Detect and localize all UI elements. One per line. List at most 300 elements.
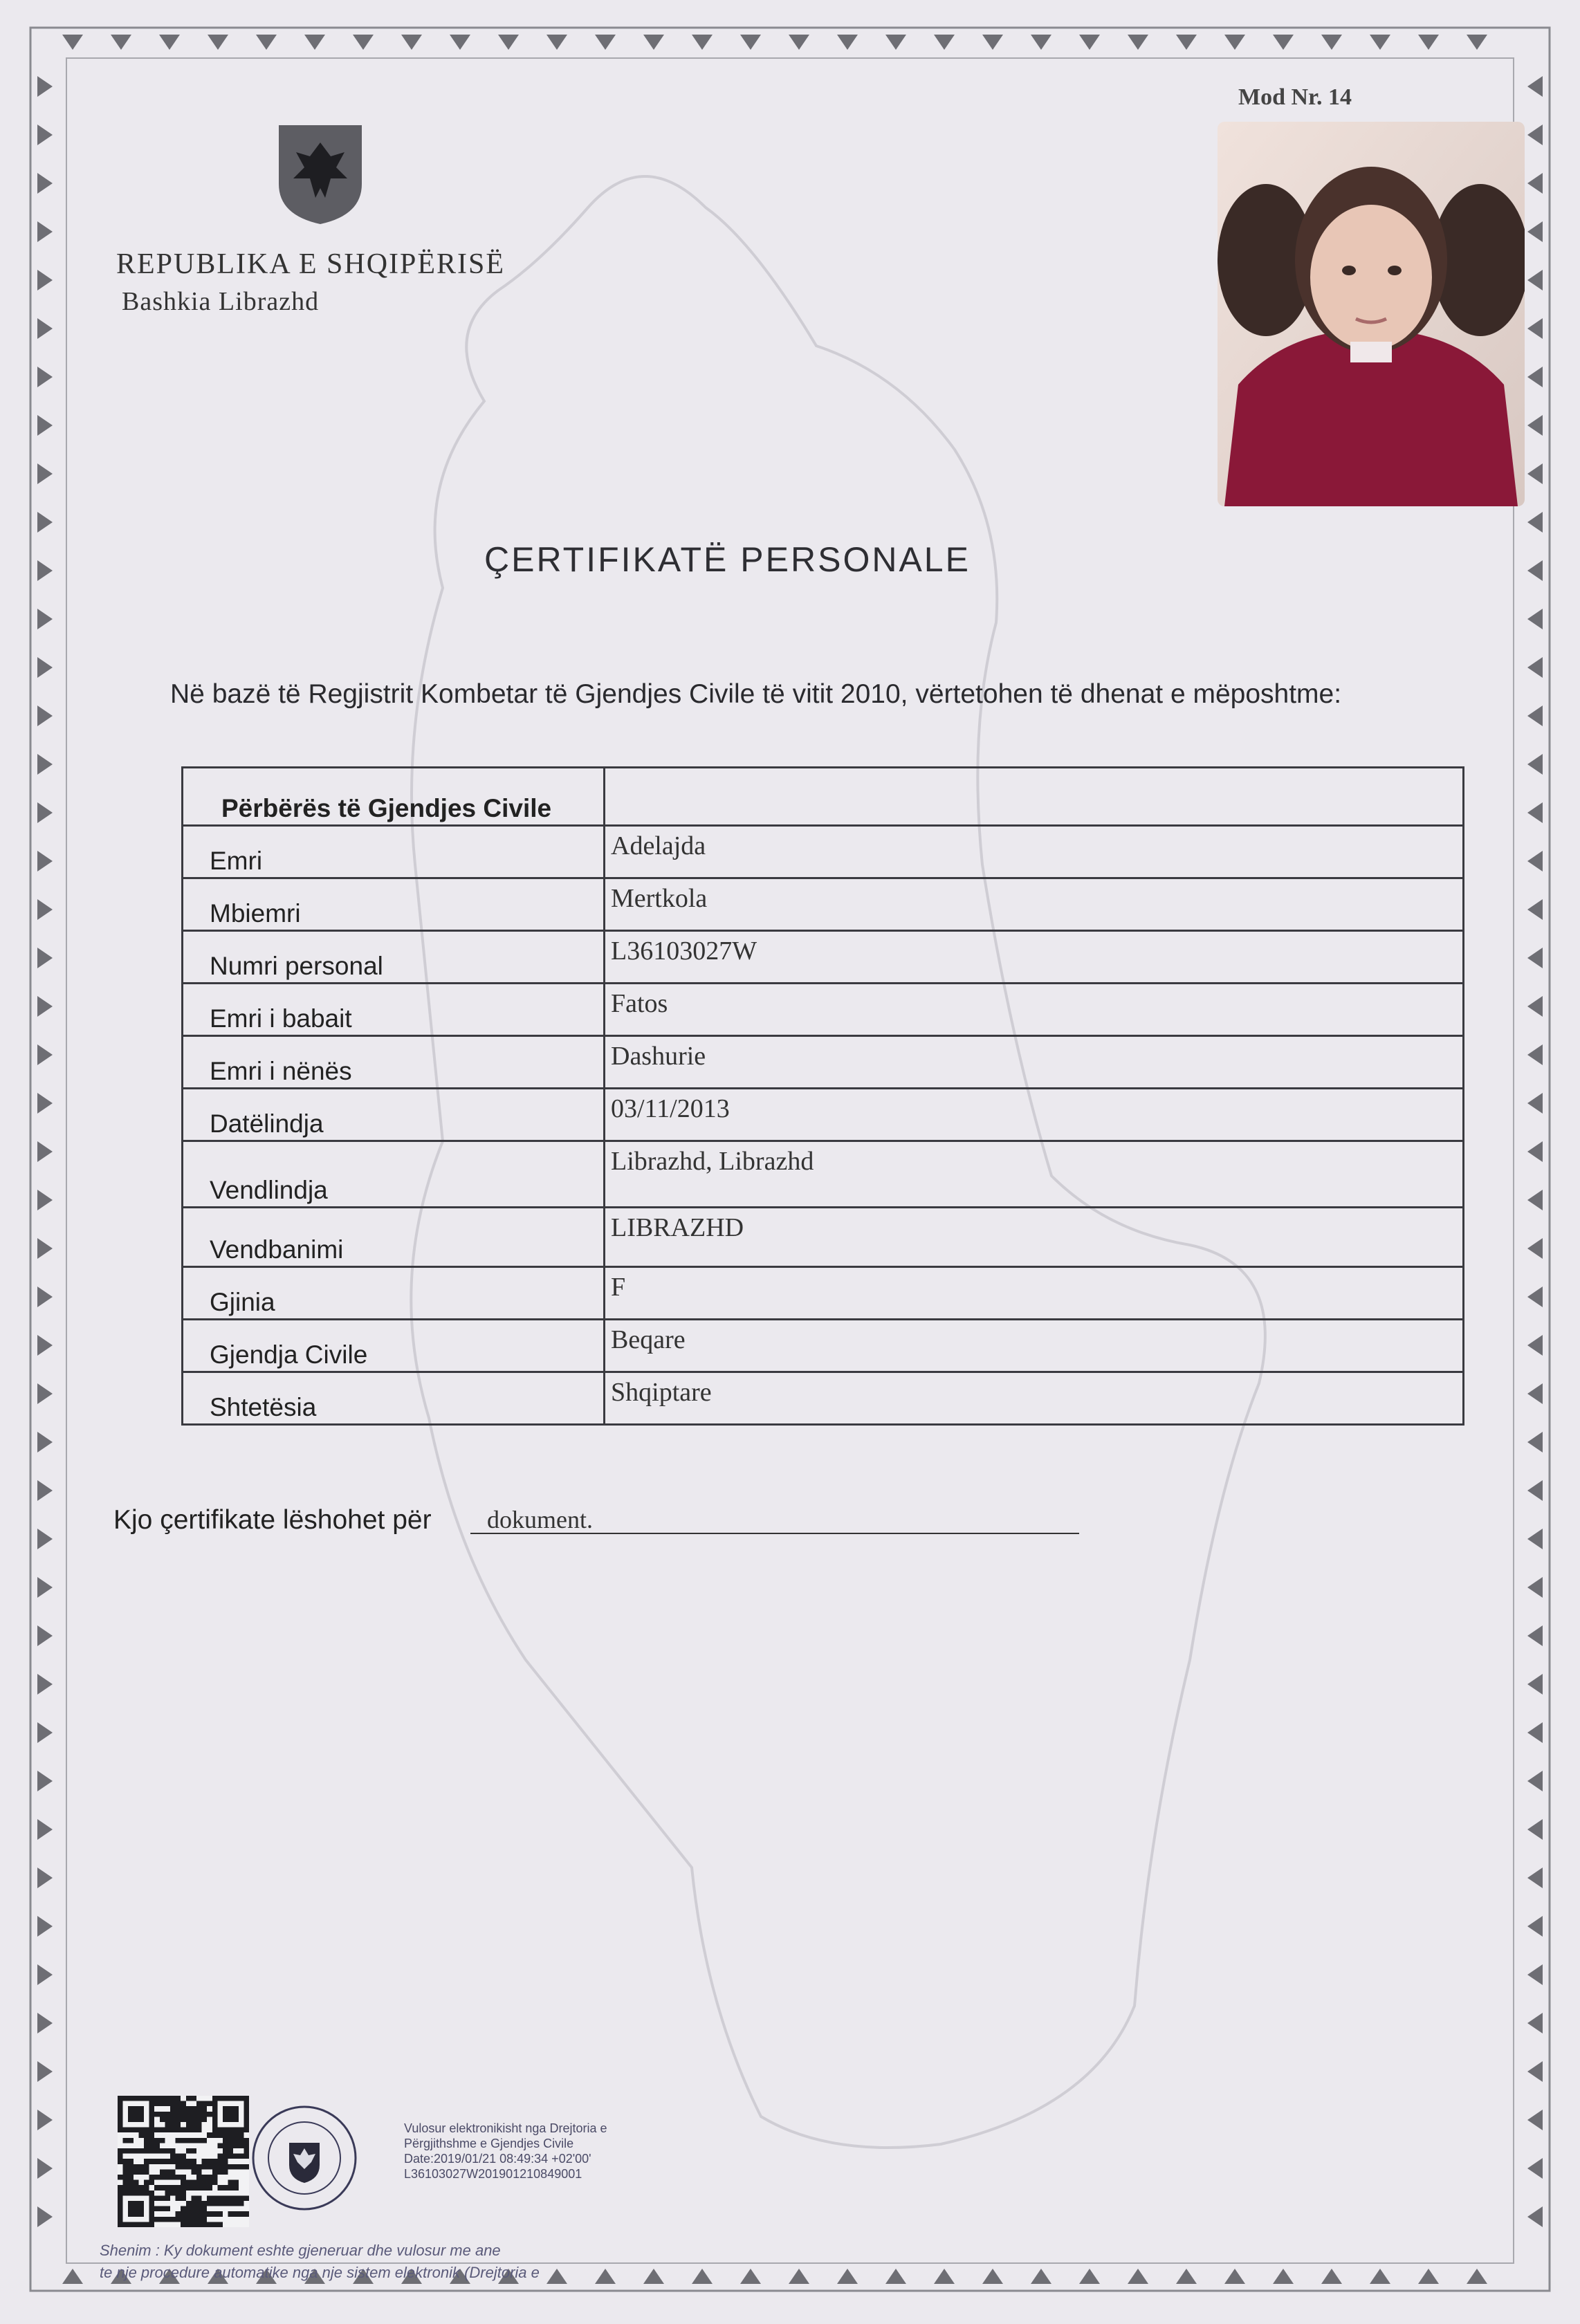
- qr-module: [170, 2128, 176, 2133]
- table-row: [183, 878, 1464, 931]
- qr-module: [165, 2169, 170, 2175]
- row-label: Emri i babait: [183, 984, 605, 1036]
- qr-module: [191, 2106, 196, 2112]
- border-triangle: [1079, 2269, 1100, 2284]
- border-triangle: [37, 2061, 53, 2082]
- qr-module: [196, 2185, 202, 2191]
- qr-module: [181, 2185, 186, 2191]
- qr-module: [191, 2201, 196, 2206]
- border-triangle: [1418, 35, 1439, 50]
- border-triangle: [1527, 1916, 1543, 1937]
- qr-module: [202, 2138, 208, 2143]
- qr-module: [212, 2195, 218, 2201]
- border-triangle: [1418, 2269, 1439, 2284]
- qr-module: [118, 2154, 123, 2159]
- border-triangle: [1527, 76, 1543, 97]
- qr-module: [154, 2143, 160, 2148]
- civil-status-table: [181, 766, 1464, 1426]
- qr-module: [181, 2206, 186, 2212]
- qr-module: [186, 2096, 192, 2101]
- qr-module: [134, 2164, 139, 2170]
- row-label: Mbiemri: [183, 878, 605, 931]
- border-triangle: [37, 2158, 53, 2179]
- qr-module: [138, 2148, 144, 2154]
- qr-module: [128, 2159, 134, 2164]
- qr-module: [223, 2159, 228, 2164]
- qr-module: [202, 2201, 208, 2206]
- row-label: Emri: [183, 826, 605, 878]
- border-triangle: [1527, 1529, 1543, 1549]
- border-triangle: [1527, 1335, 1543, 1356]
- border-triangle: [1527, 657, 1543, 678]
- border-triangle: [37, 1674, 53, 1695]
- qr-module: [228, 2211, 234, 2217]
- border-triangle: [1527, 1141, 1543, 1162]
- qr-module: [149, 2175, 155, 2180]
- qr-module: [223, 2185, 228, 2191]
- qr-module: [202, 2175, 208, 2180]
- qr-module: [165, 2112, 170, 2117]
- qr-module: [176, 2211, 181, 2217]
- border-triangle: [37, 948, 53, 968]
- qr-module: [217, 2211, 223, 2217]
- qr-module: [160, 2175, 165, 2180]
- row-value: LIBRAZHD: [605, 1208, 1464, 1267]
- qr-module: [154, 2175, 160, 2180]
- qr-module: [181, 2128, 186, 2133]
- border-triangle: [595, 35, 616, 50]
- qr-module: [186, 2116, 192, 2122]
- qr-module: [186, 2180, 192, 2186]
- border-triangle: [1527, 1286, 1543, 1307]
- qr-module: [144, 2185, 149, 2191]
- border-triangle: [37, 2110, 53, 2130]
- qr-module: [239, 2143, 244, 2148]
- qr-module: [170, 2159, 176, 2164]
- republic-name: REPUBLIKA E SHQIPËRISË: [116, 248, 506, 280]
- border-triangle: [1527, 1432, 1543, 1452]
- border-triangle: [1527, 173, 1543, 194]
- qr-module: [123, 2175, 129, 2180]
- border-triangle: [1176, 2269, 1197, 2284]
- qr-module: [160, 2116, 165, 2122]
- qr-module: [165, 2122, 170, 2128]
- table-header-empty: [605, 768, 1464, 826]
- table-row: [183, 1267, 1464, 1320]
- qr-module: [170, 2112, 176, 2117]
- border-triangle: [37, 1577, 53, 1598]
- qr-module: [244, 2148, 249, 2154]
- border-triangle: [1527, 1383, 1543, 1404]
- qr-module: [160, 2112, 165, 2117]
- qr-module: [217, 2222, 223, 2227]
- border-triangle: [643, 2269, 664, 2284]
- qr-module: [196, 2128, 202, 2133]
- qr-module: [217, 2169, 223, 2175]
- qr-module: [138, 2169, 144, 2175]
- border-triangle: [546, 2269, 567, 2284]
- border-triangle: [37, 1044, 53, 1065]
- qr-module: [228, 2132, 234, 2138]
- qr-module: [165, 2206, 170, 2212]
- qr-module: [176, 2195, 181, 2201]
- border-triangle: [1527, 1044, 1543, 1065]
- qr-module: [212, 2222, 218, 2227]
- border-triangle: [1527, 1238, 1543, 1259]
- border-triangle: [1527, 560, 1543, 581]
- qr-module: [186, 2159, 192, 2164]
- qr-module: [128, 2169, 134, 2175]
- border-triangle: [37, 1771, 53, 1791]
- border-triangle: [37, 1868, 53, 1888]
- qr-module: [191, 2195, 196, 2201]
- border-triangle: [1527, 1722, 1543, 1743]
- qr-module: [207, 2164, 212, 2170]
- qr-module: [128, 2185, 134, 2191]
- esign-line: Përgjithshme e Gjendjes Civile: [404, 2137, 574, 2150]
- table-row: [183, 931, 1464, 984]
- qr-module: [223, 2201, 228, 2206]
- qr-module: [176, 2217, 181, 2222]
- qr-module: [212, 2159, 218, 2164]
- qr-module: [239, 2154, 244, 2159]
- qr-module: [233, 2195, 239, 2201]
- qr-module: [223, 2164, 228, 2170]
- footnote-line: Shenim : Ky dokument eshte gjeneruar dhe vulosur me ane: [100, 2242, 501, 2259]
- row-value: Mertkola: [605, 878, 1464, 931]
- border-triangle: [1128, 35, 1148, 50]
- qr-module: [154, 2101, 160, 2107]
- qr-module: [207, 2112, 212, 2117]
- portrait-photo: [1218, 122, 1525, 506]
- issued-for-value: dokument.: [487, 1506, 593, 1533]
- border-triangle: [37, 415, 53, 436]
- qr-module: [244, 2164, 249, 2170]
- qr-module: [223, 2138, 228, 2143]
- qr-module: [196, 2206, 202, 2212]
- border-triangle: [1370, 35, 1390, 50]
- qr-module: [191, 2159, 196, 2164]
- border-triangle: [1273, 35, 1294, 50]
- qr-module: [181, 2164, 186, 2170]
- qr-module: [212, 2169, 218, 2175]
- row-label: Gjendja Civile: [183, 1320, 605, 1372]
- qr-module: [186, 2222, 192, 2227]
- qr-module: [196, 2211, 202, 2217]
- qr-module: [154, 2128, 160, 2133]
- table-row: [183, 1036, 1464, 1089]
- qr-module: [228, 2143, 234, 2148]
- border-triangle: [595, 2269, 616, 2284]
- official-seal-icon: [249, 2103, 360, 2213]
- qr-module: [191, 2164, 196, 2170]
- qr-module: [160, 2101, 165, 2107]
- border-triangle: [37, 1141, 53, 1162]
- qr-module: [165, 2148, 170, 2154]
- qr-module: [191, 2185, 196, 2191]
- qr-module: [176, 2116, 181, 2122]
- border-triangle: [1527, 124, 1543, 145]
- qr-module: [176, 2128, 181, 2133]
- border-triangle: [37, 124, 53, 145]
- border-triangle: [37, 2013, 53, 2034]
- border-triangle: [740, 35, 761, 50]
- border-triangle: [1031, 35, 1051, 50]
- qr-module: [202, 2222, 208, 2227]
- qr-module: [165, 2191, 170, 2196]
- qr-module: [170, 2148, 176, 2154]
- qr-module: [170, 2096, 176, 2101]
- border-triangle: [37, 1238, 53, 1259]
- border-triangle: [1527, 2110, 1543, 2130]
- qr-module: [217, 2185, 223, 2191]
- table-header-row: [183, 768, 1464, 826]
- qr-module: [212, 2175, 218, 2180]
- qr-module: [170, 2185, 176, 2191]
- qr-module: [170, 2191, 176, 2196]
- border-triangle: [1527, 318, 1543, 339]
- qr-module: [176, 2175, 181, 2180]
- qr-module: [154, 2148, 160, 2154]
- table-row: [183, 1320, 1464, 1372]
- qr-module: [191, 2128, 196, 2133]
- qr-module: [170, 2116, 176, 2122]
- qr-module: [191, 2138, 196, 2143]
- esign-line: Vulosur elektronikisht nga Drejtoria e: [404, 2121, 607, 2135]
- qr-module: [160, 2206, 165, 2212]
- border-triangle: [1527, 996, 1543, 1017]
- border-triangle: [1527, 1625, 1543, 1646]
- qr-module: [217, 2195, 223, 2201]
- qr-module: [170, 2175, 176, 2180]
- qr-module: [170, 2106, 176, 2112]
- border-triangle: [643, 35, 664, 50]
- issued-for-label: Kjo çertifikate lëshohet për: [113, 1505, 432, 1535]
- qr-module: [128, 2180, 134, 2186]
- qr-module: [170, 2101, 176, 2107]
- qr-module: [207, 2175, 212, 2180]
- qr-module: [176, 2154, 181, 2159]
- qr-module: [228, 2201, 234, 2206]
- border-triangle: [37, 802, 53, 823]
- border-triangle: [37, 1383, 53, 1404]
- qr-module: [144, 2138, 149, 2143]
- qr-module: [165, 2175, 170, 2180]
- qr-module: [144, 2159, 149, 2164]
- qr-module: [228, 2138, 234, 2143]
- border-triangle: [37, 609, 53, 629]
- border-triangle: [692, 35, 713, 50]
- qr-module: [123, 2148, 129, 2154]
- qr-module: [212, 2132, 218, 2138]
- qr-module: [165, 2128, 170, 2133]
- border-triangle: [401, 35, 422, 50]
- qr-module: [134, 2180, 139, 2186]
- footnote-line: te nje procedure automatike nga nje sistem elektronik (Drejtoria e: [100, 2264, 540, 2281]
- border-triangle: [789, 2269, 809, 2284]
- qr-module: [223, 2154, 228, 2159]
- qr-module: [233, 2164, 239, 2170]
- border-triangle: [1527, 609, 1543, 629]
- border-triangle: [37, 1625, 53, 1646]
- qr-module: [154, 2112, 160, 2117]
- qr-module: [186, 2201, 192, 2206]
- border-triangle: [1079, 35, 1100, 50]
- border-triangle: [37, 1335, 53, 1356]
- qr-module: [233, 2180, 239, 2186]
- qr-module: [202, 2206, 208, 2212]
- qr-module: [233, 2138, 239, 2143]
- border-triangle: [934, 35, 955, 50]
- border-triangle: [37, 512, 53, 533]
- row-value: L36103027W: [605, 931, 1464, 984]
- qr-module: [202, 2112, 208, 2117]
- qr-module: [134, 2148, 139, 2154]
- border-triangle: [1527, 1964, 1543, 1985]
- qr-module: [165, 2159, 170, 2164]
- qr-module: [186, 2217, 192, 2222]
- qr-module: [181, 2191, 186, 2196]
- border-triangle: [498, 35, 519, 50]
- table-row: [183, 984, 1464, 1036]
- border-triangle: [1527, 463, 1543, 484]
- qr-module: [118, 2159, 123, 2164]
- qr-module: [207, 2185, 212, 2191]
- border-triangle: [837, 2269, 858, 2284]
- document-title: ÇERTIFIKATË PERSONALE: [484, 540, 971, 579]
- qr-module: [196, 2138, 202, 2143]
- qr-module: [176, 2191, 181, 2196]
- border-triangle: [37, 1432, 53, 1452]
- border-triangle: [1176, 35, 1197, 50]
- border-triangle: [208, 35, 228, 50]
- qr-module: [207, 2180, 212, 2186]
- qr-module: [228, 2164, 234, 2170]
- qr-module: [207, 2195, 212, 2201]
- qr-module: [196, 2106, 202, 2112]
- qr-module: [165, 2096, 170, 2101]
- qr-module: [176, 2096, 181, 2101]
- border-triangle: [1321, 2269, 1342, 2284]
- row-label: Datëlindja: [183, 1089, 605, 1141]
- border-triangle: [1527, 367, 1543, 387]
- qr-module: [244, 2195, 249, 2201]
- row-value: F: [605, 1267, 1464, 1320]
- qr-module: [181, 2175, 186, 2180]
- qr-module: [233, 2132, 239, 2138]
- qr-module: [138, 2164, 144, 2170]
- qr-module: [176, 2164, 181, 2170]
- border-triangle: [1527, 415, 1543, 436]
- table-row: [183, 1141, 1464, 1208]
- qr-module: [181, 2159, 186, 2164]
- qr-module: [149, 2132, 155, 2138]
- border-triangle: [353, 35, 374, 50]
- qr-code-icon: [118, 2096, 249, 2227]
- footnote: [100, 2240, 540, 2284]
- border-triangle: [1224, 2269, 1245, 2284]
- border-triangle: [1224, 35, 1245, 50]
- qr-module: [239, 2201, 244, 2206]
- border-triangle: [1467, 35, 1487, 50]
- qr-module: [144, 2169, 149, 2175]
- row-label: Gjinia: [183, 1267, 605, 1320]
- qr-module: [212, 2164, 218, 2170]
- border-triangle: [111, 35, 131, 50]
- qr-module: [228, 2154, 234, 2159]
- border-triangle: [1273, 2269, 1294, 2284]
- border-triangle: [1527, 851, 1543, 872]
- border-triangle: [37, 1093, 53, 1114]
- qr-module: [134, 2185, 139, 2191]
- qr-module: [160, 2195, 165, 2201]
- border-triangle: [837, 35, 858, 50]
- qr-module: [191, 2169, 196, 2175]
- border-triangle: [159, 35, 180, 50]
- esign-line: L36103027W201901210849001: [404, 2167, 582, 2181]
- qr-module: [244, 2143, 249, 2148]
- qr-module: [165, 2101, 170, 2107]
- border-triangle: [1527, 1480, 1543, 1501]
- coat-of-arms-emblem: [275, 122, 365, 225]
- qr-module: [202, 2180, 208, 2186]
- qr-module: [233, 2154, 239, 2159]
- border-triangle: [1128, 2269, 1148, 2284]
- qr-module: [170, 2169, 176, 2175]
- qr-module: [165, 2185, 170, 2191]
- qr-module: [154, 2195, 160, 2201]
- qr-module: [123, 2169, 129, 2175]
- row-value: Adelajda: [605, 826, 1464, 878]
- table-row: [183, 826, 1464, 878]
- qr-module: [186, 2185, 192, 2191]
- qr-module: [123, 2138, 129, 2143]
- border-triangle: [1527, 1093, 1543, 1114]
- qr-module: [196, 2164, 202, 2170]
- border-triangle: [1527, 706, 1543, 726]
- border-triangle: [37, 560, 53, 581]
- border-triangle: [37, 221, 53, 242]
- qr-module: [223, 2148, 228, 2154]
- qr-module: [217, 2154, 223, 2159]
- border-triangle: [885, 2269, 906, 2284]
- qr-module: [181, 2217, 186, 2222]
- qr-module: [196, 2195, 202, 2201]
- border-triangle: [1527, 2013, 1543, 2034]
- qr-module: [202, 2101, 208, 2107]
- border-triangle: [37, 1964, 53, 1985]
- border-triangle: [37, 754, 53, 775]
- qr-module: [191, 2122, 196, 2128]
- qr-module: [191, 2180, 196, 2186]
- qr-module: [212, 2180, 218, 2186]
- border-triangle: [546, 35, 567, 50]
- qr-module: [118, 2175, 123, 2180]
- qr-module: [149, 2180, 155, 2186]
- qr-module: [165, 2195, 170, 2201]
- border-triangle: [62, 35, 83, 50]
- qr-module: [144, 2143, 149, 2148]
- qr-module: [128, 2175, 134, 2180]
- qr-module: [202, 2217, 208, 2222]
- qr-module: [207, 2101, 212, 2107]
- qr-module: [123, 2180, 129, 2186]
- qr-module: [181, 2106, 186, 2112]
- border-triangle: [1527, 754, 1543, 775]
- border-triangle: [982, 35, 1003, 50]
- row-label: Vendlindja: [183, 1141, 605, 1208]
- qr-module: [154, 2217, 160, 2222]
